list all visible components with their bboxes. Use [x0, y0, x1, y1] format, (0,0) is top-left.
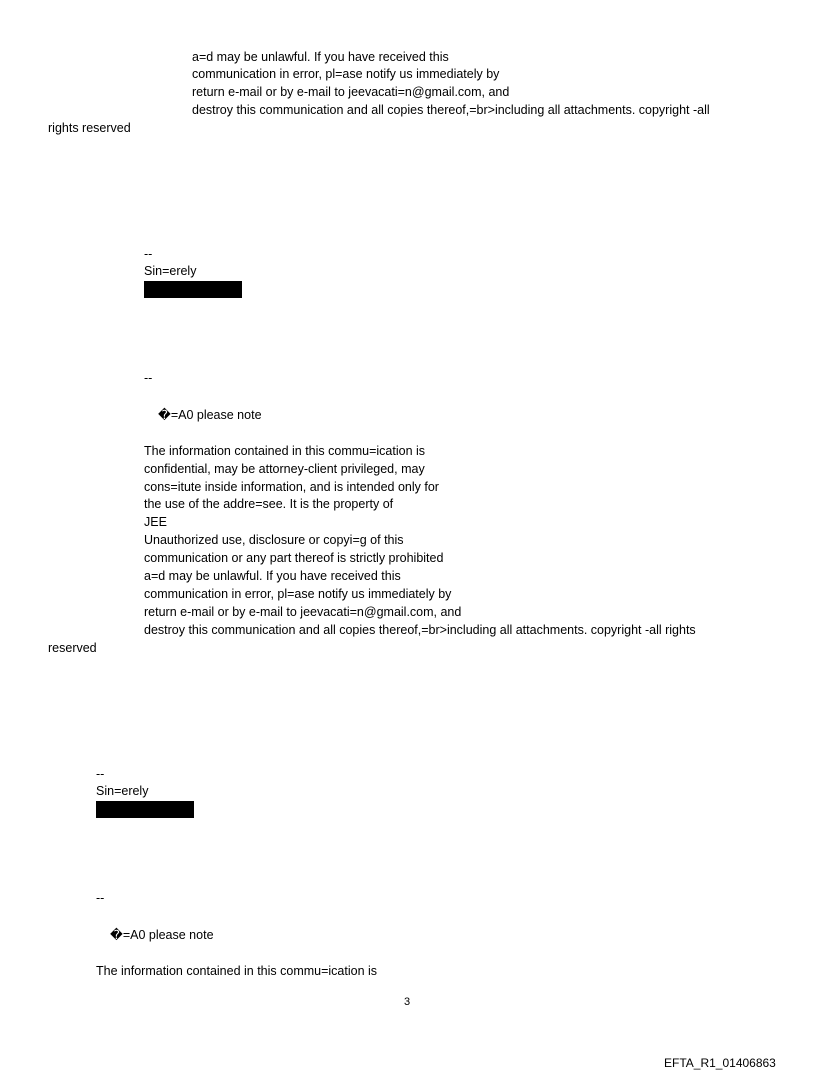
- text-line: return e-mail or by e-mail to jeevacati=n@gmail.com, and: [192, 85, 510, 99]
- text-line: The information contained in this commu=ication is: [96, 964, 378, 978]
- text-line: rights reserved: [48, 121, 131, 135]
- redaction-box: [96, 801, 194, 818]
- text-line: communication in error, pl=ase notify us immediately by: [144, 587, 452, 601]
- text-line: Unauthorized use, disclosure or copyi=g of this: [144, 533, 404, 547]
- signature-dashes: --: [144, 247, 153, 261]
- signature-dashes: --: [96, 767, 105, 781]
- text-line: communication or any part thereof is strictly prohibited: [144, 551, 444, 565]
- text-line: confidential, may be attorney-client privileged, may: [144, 462, 425, 476]
- bates-number: EFTA_R1_01406863: [664, 1056, 776, 1070]
- text-line: reserved: [48, 641, 97, 655]
- text-line: The information contained in this commu=ication is: [144, 444, 426, 458]
- signature-closing: Sin=erely: [144, 264, 197, 278]
- text-line: JEE: [144, 515, 167, 529]
- text-line: cons=itute inside information, and is intended only for: [144, 480, 439, 494]
- page-number: 3: [404, 996, 411, 1008]
- note-heading: �=A0 please note: [110, 928, 214, 942]
- text-line: return e-mail or by e-mail to jeevacati=n@gmail.com, and: [144, 605, 462, 619]
- text-line: communication in error, pl=ase notify us immediately by: [192, 67, 500, 81]
- redaction-box: [144, 281, 242, 298]
- text-line: a=d may be unlawful. If you have received this: [192, 50, 449, 64]
- note-dashes: --: [144, 371, 153, 385]
- note-heading: �=A0 please note: [158, 408, 262, 422]
- signature-closing: Sin=erely: [96, 784, 149, 798]
- text-line: destroy this communication and all copies thereof,=br>including all attachments. copyright -all: [192, 103, 710, 117]
- text-line: destroy this communication and all copies thereof,=br>including all attachments. copyright -all rights: [144, 623, 696, 637]
- note-dashes: --: [96, 891, 105, 905]
- text-line: the use of the addre=see. It is the property of: [144, 497, 394, 511]
- text-line: a=d may be unlawful. If you have received this: [144, 569, 401, 583]
